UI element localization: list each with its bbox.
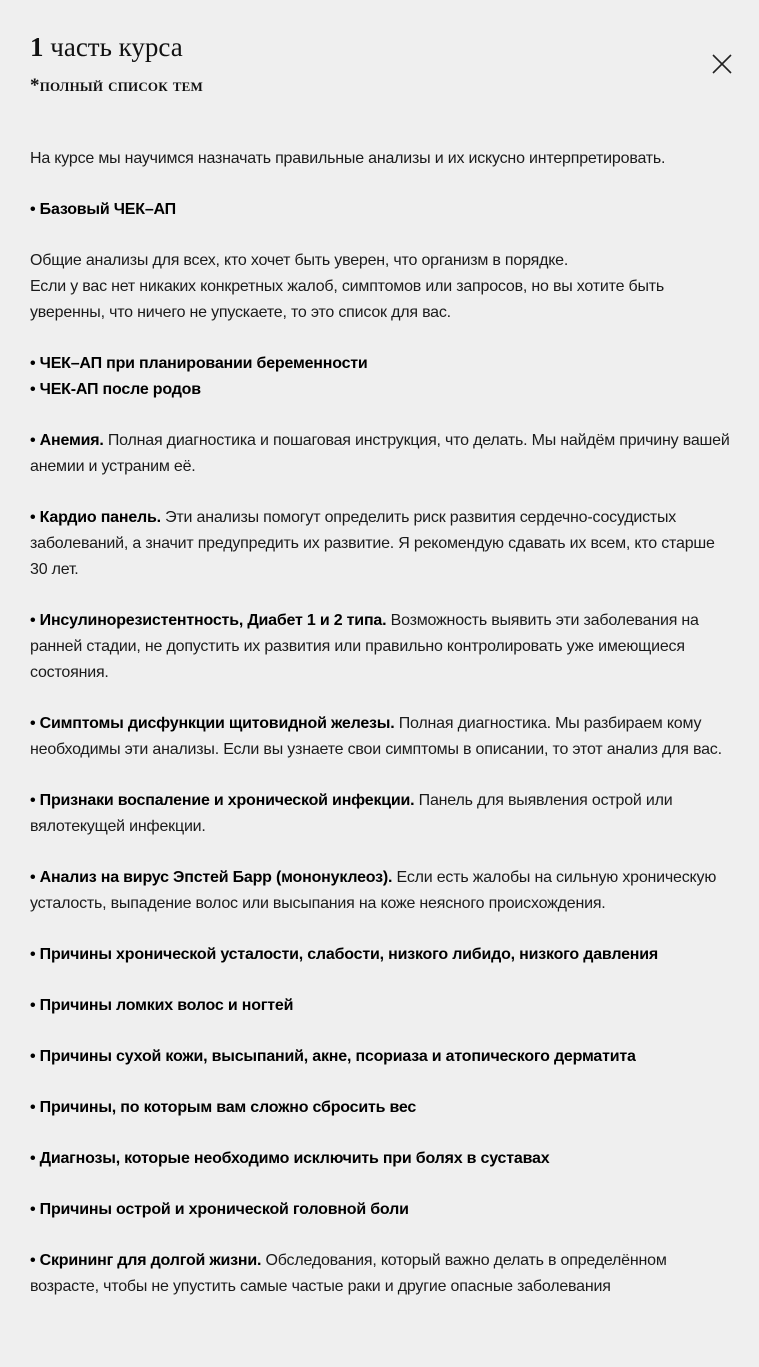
topic-desc: Если есть жалобы на сильную хроническую усталость, выпадение волос или высыпания на коже неясного происхождения. [30, 869, 717, 912]
topics-content [30, 146, 730, 1300]
topic-title: • Анемия. [30, 432, 104, 449]
topic-title: • Причины ломких волос и ногтей [30, 997, 294, 1014]
topic-desc: Обследования, который важно делать в определённом возрасте, чтобы не упустить самые частые раки и другие опасные заболевания [30, 1252, 667, 1295]
topic-anemia [30, 428, 730, 480]
topic-skin [30, 1044, 730, 1070]
topic-title: • Диагнозы, которые необходимо исключить при болях в суставах [30, 1150, 550, 1167]
title-number: 1 [30, 32, 44, 62]
topic-cardio [30, 505, 730, 583]
topic-title: • Базовый ЧЕК–АП [30, 201, 176, 218]
basic-checkup-desc-2: Если у вас нет никаких конкретных жалоб, симптомов или запросов, но вы хотите быть уверенны, что ничего не упускаете, то это список для вас. [30, 278, 665, 321]
topic-title: • ЧЕК-АП после родов [30, 381, 201, 398]
topic-postpartum-checkup [30, 377, 730, 403]
topic-title: • Причины сухой кожи, высыпаний, акне, псориаза и атопического дерматита [30, 1048, 636, 1065]
topic-desc: Полная диагностика. Мы разбираем кому необходимы эти анализы. Если вы узнаете свои симптомы в описании, то этот анализ для вас. [30, 715, 722, 758]
title-text: часть курса [43, 32, 183, 62]
topic-pregnancy-checkup [30, 351, 730, 377]
topic-headache [30, 1197, 730, 1223]
topic-desc: Панель для выявления острой или вялотекущей инфекции. [30, 792, 673, 835]
close-icon [711, 53, 733, 75]
topic-fatigue [30, 942, 730, 968]
topic-title: • ЧЕК–АП при планировании беременности [30, 355, 368, 372]
topic-thyroid [30, 711, 730, 763]
topic-title: • Симптомы дисфункции щитовидной железы. [30, 715, 395, 732]
topic-hair-nails [30, 993, 730, 1019]
topic-basic-checkup [30, 197, 730, 223]
topic-desc: Полная диагностика и пошаговая инструкция, что делать. Мы найдём причину вашей анемии и устраним её. [30, 432, 730, 475]
topic-desc: Эти анализы помогут определить риск развития сердечно-сосудистых заболеваний, а значит предупредить их развитие. Я рекомендую сдавать их всем, кто старше 30 лет. [30, 509, 715, 578]
topic-insulin [30, 608, 730, 686]
topic-title: • Причины хронической усталости, слабости, низкого либидо, низкого давления [30, 946, 659, 963]
topic-weight [30, 1095, 730, 1121]
modal-title [30, 30, 183, 64]
topic-title: • Признаки воспаление и хронической инфекции. [30, 792, 415, 809]
topic-title: • Анализ на вирус Эпстей Барр (мононуклеоз). [30, 869, 393, 886]
close-button[interactable] [711, 53, 733, 75]
basic-checkup-desc-1: Общие анализы для всех, кто хочет быть уверен, что организм в порядке. [30, 252, 569, 269]
topic-title: • Причины острой и хронической головной боли [30, 1201, 409, 1218]
intro-text: На курсе мы научимся назначать правильные анализы и их искусно интерпретировать. [30, 150, 666, 167]
topic-epstein-barr [30, 865, 730, 917]
topic-title: • Скрининг для долгой жизни. [30, 1252, 262, 1269]
topic-desc: Возможность выявить эти заболевания на ранней стадии, не допустить их развития или правильно контролировать уже имеющиеся состояния. [30, 612, 699, 681]
topic-title: • Инсулинорезистентность, Диабет 1 и 2 типа. [30, 612, 387, 629]
topic-title: • Причины, по которым вам сложно сбросить вес [30, 1099, 417, 1116]
topic-screening [30, 1248, 730, 1300]
topic-title: • Кардио панель. [30, 509, 161, 526]
topic-inflammation [30, 788, 730, 840]
topic-joints [30, 1146, 730, 1172]
modal-subtitle: *полный список тем [30, 75, 204, 96]
